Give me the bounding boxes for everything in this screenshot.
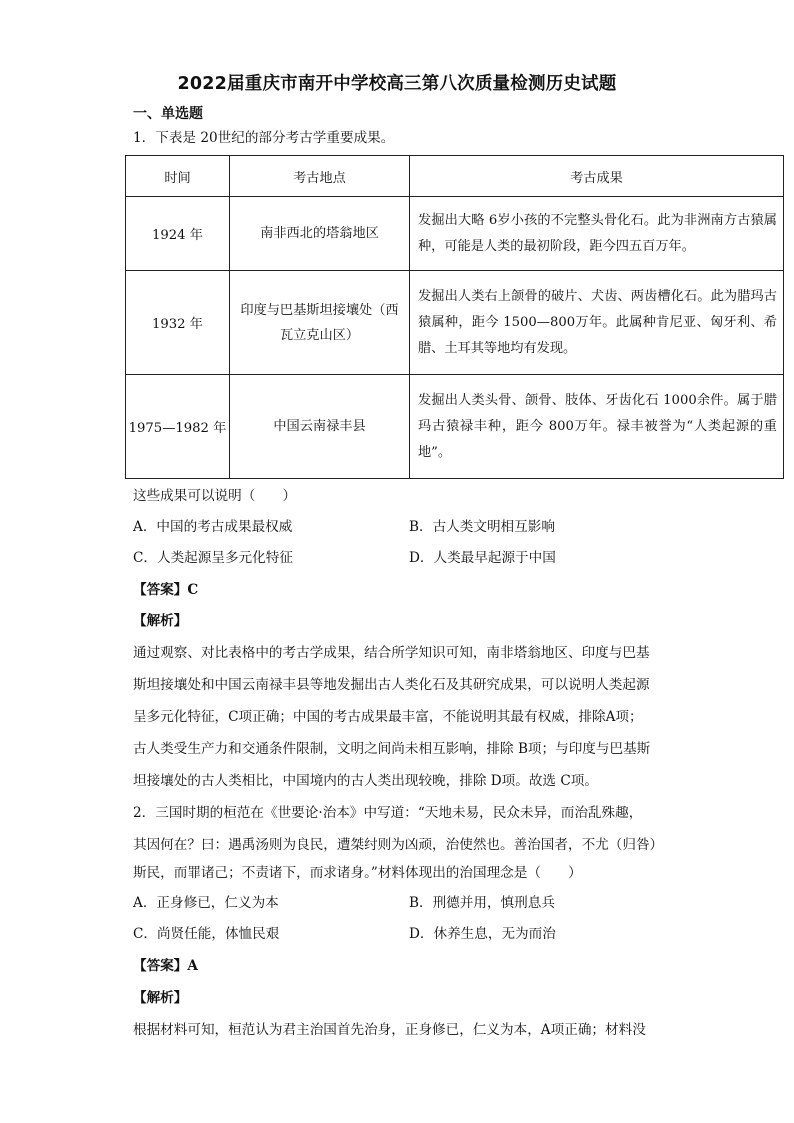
q2-option-c: C．尚贤任能，体恤民艰 — [133, 926, 280, 942]
table-row — [126, 197, 784, 271]
cell-result: 发掘出人类头骨、颌骨、肢体、牙齿化石 1000余件。属于腊玛古猿禄丰种，距今 800万年。禄丰被誉为“人类起源的重地”。 — [410, 375, 784, 479]
table-header-row — [126, 156, 784, 197]
header-result: 考古成果 — [410, 156, 784, 197]
header-time: 时间 — [126, 156, 230, 197]
table-row — [126, 375, 784, 479]
q2-option-a: A．正身修已，仁义为本 — [133, 895, 279, 911]
table-row — [126, 271, 784, 375]
q2-analysis-line: 根据材料可知，桓范认为君主治国首先治身，正身修已，仁义为本，A项正确；材料没 — [133, 1022, 646, 1038]
cell-time: 1932 年 — [126, 271, 230, 375]
q2-answer: 【答案】A — [133, 958, 198, 974]
q1-stem: 1．下表是 20世纪的部分考古学重要成果。 — [133, 130, 395, 146]
header-place: 考古地点 — [230, 156, 410, 197]
q1-analysis-line: 通过观察、对比表格中的考古学成果，结合所学知识可知，南非塔翁地区、印度与巴基 — [133, 645, 650, 661]
document-title: 2022届重庆市南开中学校高三第八次质量检测历史试题 — [177, 74, 617, 94]
q2-analysis-label: 【解析】 — [133, 990, 188, 1006]
cell-result: 发掘出人类右上颌骨的破片、犬齿、两齿槽化石。此为腊玛古猿属种，距今 1500—800万年。此属种肯尼亚、匈牙利、希腊、土耳其等地均有发现。 — [410, 271, 784, 375]
section-heading: 一、单选题 — [133, 106, 203, 122]
cell-place: 中国云南禄丰县 — [230, 375, 410, 479]
archaeology-table — [125, 155, 784, 479]
cell-result: 发掘出大略 6岁小孩的不完整头骨化石。此为非洲南方古猿属种，可能是人类的最初阶段，距今四五百万年。 — [410, 197, 784, 271]
cell-time: 1924 年 — [126, 197, 230, 271]
q2-option-b: B．刑德并用，慎刑息兵 — [409, 895, 555, 911]
q1-question: 这些成果可以说明（ ） — [133, 488, 297, 504]
cell-place: 南非西北的塔翁地区 — [230, 197, 410, 271]
q1-option-a: A．中国的考古成果最权威 — [133, 519, 293, 535]
q2-option-d: D．休养生息，无为而治 — [409, 926, 556, 942]
q1-analysis-line: 古人类受生产力和交通条件限制，文明之间尚未相互影响，排除 B项；与印度与巴基斯 — [133, 741, 651, 757]
cell-place: 印度与巴基斯坦接壤处（西瓦立克山区） — [230, 271, 410, 375]
q1-analysis-label: 【解析】 — [133, 613, 188, 629]
cell-time: 1975—1982 年 — [126, 375, 230, 479]
q1-answer: 【答案】C — [133, 582, 199, 598]
q1-analysis-line: 坦接壤处的古人类相比，中国境内的古人类出现较晚，排除 D项。故选 C项。 — [133, 773, 598, 789]
q2-stem-line: 其因何在？曰：遇禹汤则为良民，遭桀纣则为凶顽，治使然也。善治国者，不尤（归咎） — [133, 837, 664, 853]
q1-option-c: C．人类起源呈多元化特征 — [133, 550, 293, 566]
q1-analysis-line: 斯坦接壤处和中国云南禄丰县等地发掘出古人类化石及其研究成果，可以说明人类起源 — [133, 677, 650, 693]
q2-stem-line: 斯民，而罪诸己；不责诸下，而求诸身。”材料体现出的治国理念是（ ） — [133, 865, 582, 881]
q1-analysis-line: 呈多元化特征，C项正确；中国的考古成果最丰富，不能说明其最有权威，排除A项； — [133, 709, 643, 725]
q1-option-d: D．人类最早起源于中国 — [409, 550, 556, 566]
q1-option-b: B．古人类文明相互影响 — [409, 519, 555, 535]
q2-stem-line: 2．三国时期的桓范在《世要论·治本》中写道：“天地未易，民众未异，而治乱殊趣， — [133, 805, 643, 821]
